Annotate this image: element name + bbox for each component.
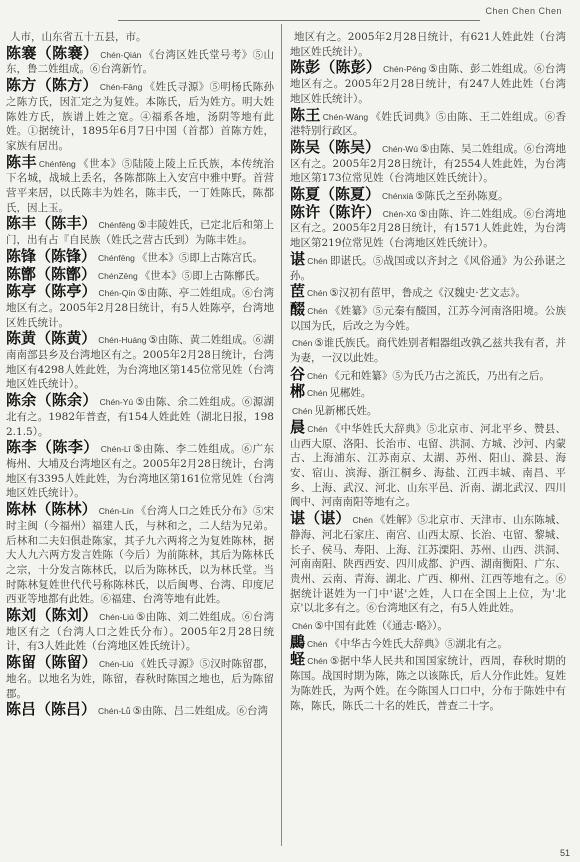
entry-pinyin: Chén-Yú bbox=[99, 397, 134, 408]
dictionary-entry bbox=[290, 284, 566, 301]
dictionary-entry bbox=[290, 202, 566, 251]
right-column bbox=[290, 28, 566, 846]
entry-headword: 茞 bbox=[290, 282, 306, 301]
entry-pinyin: Chén bbox=[307, 638, 328, 649]
column-divider bbox=[281, 24, 282, 846]
dictionary-entry bbox=[6, 284, 274, 330]
dictionary-entry bbox=[290, 28, 566, 59]
page-number: 51 bbox=[559, 848, 570, 858]
entry-pinyin: Chén bbox=[307, 656, 328, 667]
dictionary-entry bbox=[290, 187, 566, 204]
entry-headword: 陈王 bbox=[290, 105, 321, 124]
entry-text: 即谌氏。⑤战国或以齐封之《风俗通》为公孙谌之孙。 bbox=[290, 254, 566, 282]
entry-pinyin: Chén bbox=[292, 621, 313, 632]
entry-headword: 陈留（陈留） bbox=[6, 653, 97, 672]
dictionary-entry bbox=[290, 249, 566, 283]
dictionary-entry bbox=[290, 402, 566, 419]
entry-text: 《元和姓纂》⑤为氏乃古之流氏，乃出有之后。 bbox=[329, 369, 550, 382]
dictionary-entry bbox=[6, 78, 274, 154]
entry-text: 地区有之。2005年2月28日统计，有621人姓此姓（台湾地区姓氏统计）。 bbox=[290, 31, 566, 58]
entry-text: 《姓氏词典》⑤由陈、王二姓组成。⑥香港特别行政区。 bbox=[290, 110, 566, 138]
entry-headword: 鷐 bbox=[290, 632, 306, 651]
header-rule bbox=[118, 20, 480, 21]
entry-text: 《姓纂》⑤元秦有醊国，江苏今河南洛阳境。公族以国为氏，后改之为今姓。 bbox=[290, 304, 566, 332]
dictionary-entry bbox=[290, 384, 566, 401]
dictionary-entry bbox=[6, 331, 274, 392]
entry-text: ⑤由陈、许二姓组成。⑥台湾地区有之。2005年2月28日统计，有1571人姓此姓，为台湾地区第219位常见姓（台湾地区姓氏统计）。 bbox=[290, 207, 566, 250]
entry-pinyin: Chén bbox=[307, 388, 328, 399]
entry-pinyin: Chén bbox=[307, 255, 328, 266]
entry-text: 《台湾人口之姓氏分布》⑤宋时主闽（今福州）福建人氏，与林和之，二人结为兄弟。后林和二夫妇俱赴陈家，其子九六两将之为复姓陈林，据大人九六两方发言姓陈（今后）为前陈林，其后为陈林氏之宗，十分发言陈林氏，以后为陈林氏，以为林氏堂。当时陈林复姓世代代号称陈林氏，以后闽粤、台湾、印度尼西亚等地都有此姓。⑥福建、台湾等地有此姓。 bbox=[6, 505, 274, 606]
entry-text: 《中华姓氏大辞典》⑤北京市、河北平乡、赞县、山西大原、洛阳、长治市、屯留、洪洞、方城、沙河、内蒙古、上海浦东、江苏南京、太湖、苏州、阳山、滁县、海安、宿山、滨海、浙江桐乡、海盐、江西丰城、南昌、平乡、上海、武汉、河北、山东平邑、沂南、湖北武汉、四川阆中、河南南阳等地有之。 bbox=[290, 422, 566, 509]
dictionary-entry bbox=[290, 652, 566, 713]
entry-headword: 陈许（陈许） bbox=[290, 202, 381, 221]
entry-headword: 陈夏（陈夏） bbox=[290, 185, 381, 204]
entry-text: ⑤据中华人民共和国国家统计，西周，春秋时期的陈国。战国时期为陈，陈之以该陈氏，后人分作此姓。复姓为陈姓氏，为两个姓。在今陈国人口口中，分布于陈姓中有陈，陈氏，陈氏二十名的姓氏，普查二十字。 bbox=[290, 655, 566, 712]
entry-headword: 蛏 bbox=[290, 650, 306, 669]
entry-pinyin: Chén-Lǐ bbox=[100, 444, 131, 455]
entry-text: ⑤汉初有茞甲，鲁成之《汉魏史·艺文志》。 bbox=[329, 287, 526, 300]
entry-pinyin: Chén bbox=[307, 370, 328, 381]
entry-text: 《世本》⑤即上古陈鄫氏。 bbox=[139, 269, 266, 282]
entry-headword: 晨 bbox=[290, 417, 306, 436]
entry-text: 见郴姓。 bbox=[329, 387, 372, 400]
entry-headword: 陈锋（陈锋） bbox=[6, 246, 97, 265]
entry-pinyin: Chén bbox=[307, 288, 328, 299]
entry-text: 《中华古今姓氏大辞典》⑤湖北有之。 bbox=[329, 637, 508, 650]
entry-text: 《姓氏寻源》⑤汉时陈留郡，地名。以地名为姓，陈留，春秋时陈国之地也，后为陈留郡。 bbox=[6, 658, 274, 700]
entry-pinyin: Chénfēng bbox=[38, 158, 76, 169]
dictionary-entry bbox=[290, 617, 566, 634]
entry-text: ⑤由陈、亭二姓组成。⑥台湾地区有之。2005年2月28日统计，有5人姓陈亭，台湾地区姓氏统计。 bbox=[6, 287, 274, 329]
entry-pinyin: Chén bbox=[307, 305, 328, 316]
entry-headword: 陈黄（陈黄） bbox=[6, 329, 97, 348]
entry-headword: 陈吴（陈吴） bbox=[290, 137, 381, 156]
running-head: Chen Chen Chen bbox=[485, 6, 562, 16]
entry-text: 见新郴氏姓。 bbox=[314, 405, 378, 418]
entry-headword: 谷 bbox=[290, 364, 306, 383]
entry-text: 《世本》⑤即上古陈宫氏。 bbox=[136, 251, 263, 264]
entry-pinyin: Chén-Qín bbox=[98, 288, 136, 299]
entry-text: 《台湾区姓氏堂号考》⑤山东，鲁二姓组成。⑥台湾新竹。 bbox=[6, 48, 274, 76]
dictionary-entry bbox=[6, 246, 274, 266]
entry-headword: 陈丰 bbox=[6, 152, 37, 171]
entry-pinyin: Chén-Fāng bbox=[99, 82, 143, 93]
dictionary-entry bbox=[6, 43, 274, 77]
entry-text: ⑤由陈、黄二姓组成。⑥湖南南部县乡及台湾地区有之。2005年2月28日统计，台湾地区有4298人姓此姓，为台湾地区第145位常见姓（台湾地区姓氏统计）。 bbox=[6, 334, 274, 391]
entry-text: ⑤由陈、刘二姓组成。⑥台湾地区有之（台湾人口之姓氏分布）。2005年2月28日统计，有3人姓此姓（台湾地区姓氏统计）。 bbox=[6, 611, 274, 653]
entry-pinyin: Chén-Péng bbox=[383, 64, 427, 75]
entry-headword: 醊 bbox=[290, 299, 306, 318]
entry-text: ⑤由陈、余二姓组成。⑥源湖北有之。1982年普查，有154人姓此姓（湖北日报，1982.1.5）。 bbox=[6, 396, 274, 438]
entry-text: 《姓解》⑤北京市、天津市、山东陈城、静海、河北石家庄、南宫、山西太原、长治、屯留、黎城、长子、侯马、寿阳、上海、江苏溧阳、苏州、山西、洪洞、河南南阳、陕西西安、四川成都、沪西、湖南衡阳、广东、贵州、云南、青海、湖北、广西、柳州、江西等地有之。⑥据统计谌姓为一门中'谌'之姓，人口在全国上上位，为'北京'以北多有之。⑥台湾地区有之，有5人姓此姓。 bbox=[290, 514, 566, 615]
dictionary-entry bbox=[6, 440, 274, 501]
entry-headword: 陈亭（陈亭） bbox=[6, 282, 97, 301]
dictionary-entry bbox=[290, 105, 566, 139]
entry-pinyin: Chén-Lǚ bbox=[98, 706, 131, 717]
entry-pinyin: Chén-Wú bbox=[382, 143, 418, 154]
entry-pinyin: Chén-Liú bbox=[98, 659, 134, 670]
entry-pinyin: Chén-Xǔ bbox=[382, 208, 417, 219]
entry-text: ⑤陈氏之至孙陈夏。 bbox=[415, 190, 509, 203]
dictionary-entry bbox=[6, 28, 274, 45]
entry-pinyin: Chén-Qián bbox=[100, 49, 142, 60]
entry-text: 人市，山东省五十五县，市。 bbox=[10, 31, 147, 43]
dictionary-entry bbox=[290, 364, 566, 384]
entry-headword: 陈吕（陈吕） bbox=[6, 700, 97, 719]
entry-headword: 郴 bbox=[290, 382, 306, 401]
entry-headword: 陈褰（陈褰） bbox=[6, 43, 99, 62]
entry-headword: 陈彭（陈彭） bbox=[290, 58, 382, 77]
dictionary-entry bbox=[290, 137, 566, 186]
dictionary-entry bbox=[290, 632, 566, 652]
dictionary-entry bbox=[6, 502, 274, 607]
entry-text: ⑤由陈、李二姓组成。⑥广东梅州、大埔及台湾地区有之。2005年2月28日统计，台湾地区有3395人姓此姓，为台湾地区第161位常见姓（台湾地区姓氏统计）。 bbox=[6, 443, 274, 500]
entry-pinyin: Chénfēng bbox=[98, 220, 136, 231]
dictionary-entry bbox=[6, 608, 274, 654]
dictionary-entry bbox=[290, 60, 566, 106]
entry-text: ⑤中国有此姓（《通志·略》）。 bbox=[314, 620, 448, 633]
entry-pinyin: Chén-Huáng bbox=[98, 335, 147, 346]
entry-pinyin: Chén-Liú bbox=[99, 612, 134, 623]
entry-text: ⑤由陈、彭二姓组成。⑥台湾地区有之。2005年2月28日统计，有247人姓此姓（台湾地区姓氏统计）。 bbox=[290, 63, 566, 105]
dictionary-entry bbox=[290, 299, 566, 333]
entry-headword: 陈余（陈余） bbox=[6, 391, 98, 410]
entry-text: 《姓氏寻源》⑤明杨氏陈孙之陈方氏，因汇定之为复姓。本陈氏，后为姓方。明大姓陈姓方氏，族谱上姓之宽。④福系各地，汤阴等地有此姓。①据统计，1895年6月7日中国（首都）首陈方姓，家族有居出。 bbox=[6, 81, 274, 152]
entry-headword: 陈林（陈林） bbox=[6, 500, 97, 519]
dictionary-entry bbox=[6, 264, 274, 284]
entry-pinyin: Chén-Lín bbox=[98, 506, 134, 517]
entry-headword: 陈刘（陈刘） bbox=[6, 606, 98, 625]
entry-pinyin: Chén bbox=[292, 338, 313, 349]
entry-pinyin: Chénxià bbox=[382, 191, 414, 202]
left-column bbox=[6, 28, 274, 846]
dictionary-entry bbox=[6, 655, 274, 701]
dictionary-entry bbox=[6, 152, 274, 216]
entry-headword: 谌 bbox=[290, 249, 306, 268]
dictionary-entry bbox=[6, 393, 274, 439]
dictionary-entry bbox=[290, 334, 566, 365]
dictionary-entry bbox=[290, 417, 566, 510]
entry-text: ⑤由陈、吴二姓组成。⑥台湾地区有之。2005年2月28日统计，有2554人姓此姓，为台湾地区第173位常见姓（台湾地区姓氏统计）。 bbox=[290, 142, 566, 185]
entry-pinyin: Chén bbox=[292, 406, 313, 417]
entry-text: ⑤丰陵姓氏，已定北后和第上门，出有占『自民族（姓氏之营古氏到）为陈丰姓』。 bbox=[6, 219, 274, 247]
dictionary-entry bbox=[6, 702, 274, 719]
dictionary-entry bbox=[290, 511, 566, 616]
entry-text: 《世本》⑤陆陵上陵上丘氏族，本传统治下名城，战城上丢名，各陈都陈上入安宫中雅中野。首营营平来居，以氏陈丰为姓名，陈丰氏，一丁姓陈氏，陈都氏，因上玉。 bbox=[6, 157, 274, 214]
entry-pinyin: Chénfēng bbox=[98, 252, 135, 263]
entry-text: ⑤由陈、吕二姓组成。⑥台湾 bbox=[132, 705, 269, 718]
entry-pinyin: Chén bbox=[307, 423, 328, 434]
entry-headword: 陈方（陈方） bbox=[6, 76, 98, 95]
entry-pinyin: Chén bbox=[352, 515, 373, 526]
entry-pinyin: ChénZēng bbox=[98, 270, 138, 281]
entry-text: ⑤谁氏族氏。商代姓别者帽器组改孰乙兹共我有者，并为妻，一汉以此姓。 bbox=[290, 337, 566, 365]
entry-headword: 陈丰（陈丰） bbox=[6, 214, 97, 233]
dictionary-entry bbox=[6, 216, 274, 247]
entry-headword: 谌（谌） bbox=[290, 509, 351, 528]
entry-headword: 陈鄫（陈鄫） bbox=[6, 264, 97, 283]
entry-headword: 陈李（陈李） bbox=[6, 438, 99, 457]
entry-pinyin: Chén-Wáng bbox=[322, 111, 369, 122]
